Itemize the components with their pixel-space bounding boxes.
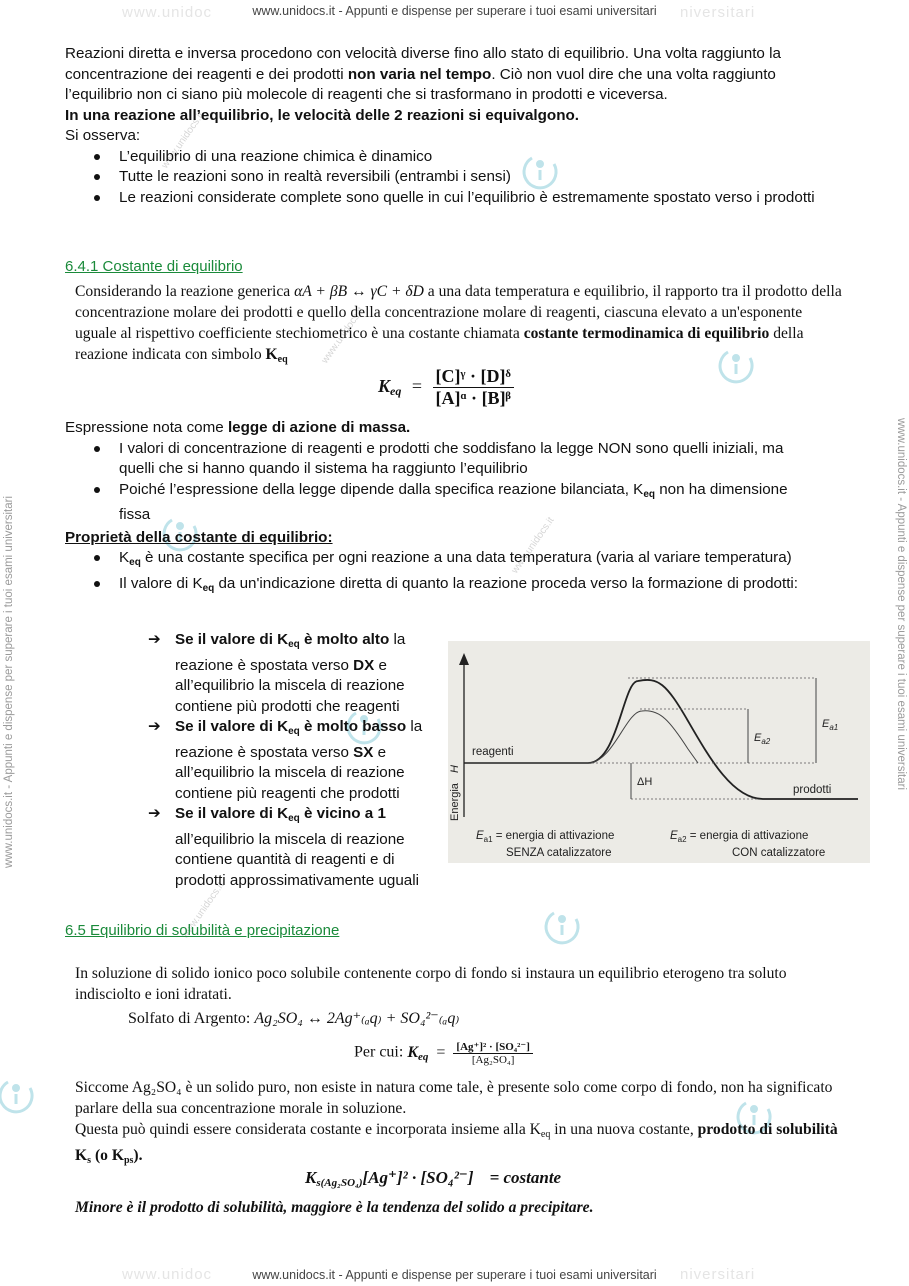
keq-definition-paragraph <box>75 281 845 370</box>
keq-fraction <box>453 1040 532 1066</box>
ea1-letter: E <box>822 718 830 730</box>
formula-denominator: [A]ᵅ · [B]ᵝ <box>433 387 514 409</box>
intro-bullet-list <box>65 147 825 209</box>
ghost-watermark-left: www.unidoc <box>122 4 213 21</box>
keq-letter: K <box>407 1043 418 1061</box>
footer-watermark[interactable]: www.unidocs.it - Appunti e dispense per superare i tuoi esami universitari <box>252 1268 657 1282</box>
bullet-text: Poiché l’espressione della legge dipende dalla specifica reazione bilanciata, K <box>119 480 644 498</box>
generic-reaction: αA + βB ↔ γC + δD <box>294 283 424 300</box>
definition-bold: costante termodinamica di equilibrio <box>523 325 770 342</box>
legend-ea2 <box>670 830 808 844</box>
formula-numerator: [C]ᵞ · [D]ᵟ <box>435 366 511 386</box>
legend-ea1 <box>476 830 614 844</box>
legend-ea2-text: = energia di attivazione <box>686 830 809 842</box>
header-watermark[interactable]: www.unidocs.it - Appunti e dispense per superare i tuoi esami universitari <box>252 4 657 18</box>
ks-text: in una nuova costante, <box>550 1121 698 1138</box>
unidocs-logo-icon <box>540 905 584 949</box>
properties-list <box>65 548 815 599</box>
ea1-sub: a1 <box>829 723 839 732</box>
law-paragraph <box>65 418 845 439</box>
prodotti-label: prodotti <box>793 784 832 796</box>
list-item: L’equilibrio di una reazione chimica è dinamico <box>65 147 825 168</box>
legend-ea2-sub: a2 <box>677 835 687 844</box>
diagonal-watermark: www.unidocs.it <box>159 110 207 171</box>
y-axis-label-h: H <box>449 765 461 773</box>
diagonal-watermark: www.unidocs.it <box>509 515 557 576</box>
legend-ea1-caption: SENZA catalizzatore <box>506 847 612 859</box>
law-bullet-list <box>65 439 820 526</box>
silver-sulfate-reaction <box>128 1008 459 1028</box>
y-axis-label: Energia <box>449 783 461 821</box>
ks-sub: eq <box>540 1129 551 1140</box>
keq-low-item <box>148 717 440 804</box>
keq-symbol: K <box>265 346 278 363</box>
item-sub: eq <box>288 639 300 650</box>
energy-diagram <box>448 641 870 863</box>
item-bold: SX <box>353 743 374 761</box>
ks-formula-body: [Ag⁺]² · [SO₄²⁻] <box>362 1168 474 1187</box>
bullet-text: K <box>119 549 130 566</box>
ks-bold: (o K <box>91 1147 124 1164</box>
ks-formula <box>305 1168 561 1189</box>
conclusion <box>75 1197 845 1218</box>
item-bold: Se il valore di K <box>175 631 289 648</box>
formula-lhs: K <box>378 375 391 396</box>
intro-text: . Ciò non vuol dire che una volta raggiunto l’equilibrio non ci siano più molecole di reagenti che si trasformano in prodotti e viceversa. <box>65 65 776 103</box>
item-text: la reazione è spostata verso <box>175 631 406 674</box>
item-text: e all’equilibrio la miscela di reazione contiene più reagenti che prodotti <box>175 743 405 802</box>
ks-text: Questa può quindi essere considerata costante e incorporata insieme alla K <box>75 1121 541 1138</box>
ks-definition <box>75 1119 845 1171</box>
explanation-paragraph: Siccome Ag₂SO₄ è un solido puro, non esiste in natura come tale, è presente solo come corpo di fondo, non ha significato parlare della sua concentrazione morale in soluzione. <box>75 1079 833 1117</box>
key-statement-text: In una reazione all’equilibrio, le velocità delle 2 reazioni si equivalgono. <box>65 106 579 124</box>
item-bold: è molto basso <box>299 718 407 735</box>
ks-bold-sub: ps <box>123 1155 134 1166</box>
ks-bold: ). <box>133 1147 143 1164</box>
solubility-paragraph: In soluzione di solido ionico poco solubile contenente corpo di fondo si instaura un equilibrio eterogeno tra soluto indisciolto e ioni idratati. <box>75 965 787 1003</box>
item-bold: è molto alto <box>299 631 390 648</box>
dh-label: ΔH <box>637 776 653 788</box>
legend-ea2-letter: E <box>670 830 678 842</box>
keq-symbol-sub: eq <box>277 354 288 365</box>
ghost-watermark-left-bottom: www.unidoc <box>122 1266 213 1283</box>
bullet-sub: eq <box>129 557 141 568</box>
legend-ea1-text: = energia di attivazione <box>492 830 615 842</box>
solubility-intro <box>75 963 845 1005</box>
arrow-icon: ➔ <box>148 805 161 822</box>
silver-sulfate-keq: Per cui: $K_{eq}$ = $\frac{\text{[Ag⁺]² · [SO₄²⁻]}}{\text{[Ag₂SO₄]}}$ <box>354 1040 533 1066</box>
side-watermark-left: www.unidocs.it - Appunti e dispense per superare i tuoi esami universitari <box>3 495 15 868</box>
item-sub: eq <box>288 726 300 737</box>
bullet-sub: eq <box>643 488 655 500</box>
properties-heading <box>65 528 845 549</box>
intro-bold: non varia nel tempo <box>347 65 492 83</box>
arrow-icon: ➔ <box>148 718 161 735</box>
intro-key-statement <box>65 106 845 127</box>
section-title-6-5[interactable]: 6.5 Equilibrio di solubilità e precipitazione <box>65 922 340 939</box>
properties-title: Proprietà della costante di equilibrio: <box>65 528 333 546</box>
ea2-sub: a2 <box>761 737 771 746</box>
keq-numerator: [Ag⁺]² · [SO₄²⁻] <box>456 1041 530 1053</box>
salt-label: Solfato di Argento: <box>128 1010 255 1027</box>
ks-bold: prodotto di solubilità K <box>75 1121 838 1164</box>
item-sub: eq <box>288 813 300 824</box>
law-bold: legge di azione di massa. <box>227 419 411 436</box>
item-bold: Se il valore di K <box>175 718 289 735</box>
reagenti-label: reagenti <box>472 746 514 758</box>
intro-observe: Si osserva: <box>65 127 141 144</box>
law-text: Espressione nota come <box>65 419 228 436</box>
item-text: la reazione è spostata verso <box>175 718 423 761</box>
definition-text: Considerando la reazione generica <box>75 283 295 300</box>
item-bold: DX <box>353 656 375 674</box>
bullet-text: è una costante specifica per ogni reazione a una data temperatura (varia al variare temperatura) <box>140 549 792 566</box>
item-bold: è vicino a 1 <box>299 805 386 822</box>
side-watermark-right: www.unidocs.it - Appunti e dispense per superare i tuoi esami universitari <box>895 418 907 791</box>
definition-text: della reazione indicata con simbolo <box>75 325 804 363</box>
intro-section <box>65 44 845 208</box>
definition-text: a una data temperatura e equilibrio, il rapporto tra il prodotto della concentrazione molare dei prodotti e quello della concentrazione molare di reagenti, ciascuna elevato a un'esponente uguale al rispettivo coefficiente stechiometrico è una costante chiamata <box>75 283 842 342</box>
legend-ea1-letter: E <box>476 830 484 842</box>
salt-reaction: Ag₂SO₄ ↔ 2Ag⁺₍ₐq₎ + SO₄²⁻₍ₐq₎ <box>254 1010 460 1027</box>
item-text: e all’equilibrio la miscela di reazione contiene più prodotti che reagenti <box>175 656 405 715</box>
diagonal-watermark: www.unidocs.it <box>319 305 367 366</box>
list-item <box>65 548 815 574</box>
keq-denominator: [Ag₂SO₄] <box>453 1053 532 1066</box>
bullet-text: da un'indicazione diretta di quanto la reazione proceda verso la formazione di prodotti: <box>214 574 799 592</box>
formula-lhs-sub: eq <box>390 383 402 398</box>
bullet-text: Il valore di K <box>119 574 203 592</box>
list-item: Le reazioni considerate complete sono quelle in cui l’equilibrio è estremamente spostato verso i prodotti <box>65 188 825 209</box>
ks-bold-sub: s <box>87 1155 92 1166</box>
conclusion-text: Minore è il prodotto di solubilità, maggiore è la tendenza del solido a precipitare. <box>75 1199 594 1216</box>
ks-formula-result: = costante <box>489 1168 562 1187</box>
item-bold: Se il valore di K <box>175 805 289 822</box>
intro-text: Reazioni diretta e inversa procedono con velocità diverse fino allo stato di equilibrio. Una volta raggiunto la concentrazione dei reagenti e dei prodotti <box>65 45 781 83</box>
ghost-watermark-right-bottom: niversitari <box>680 1266 756 1283</box>
keq-value-list <box>148 630 440 891</box>
list-item <box>65 480 820 526</box>
ks-formula-sub: s(Ag₂SO₄) <box>316 1177 363 1189</box>
ghost-watermark-right: niversitari <box>680 4 756 21</box>
mass-action-formula: $K_{eq}$ = $\frac{\text{[C]ᵞ · [D]ᵟ}}{\text{[A]ᵅ · [B]ᵝ}}$ <box>378 366 514 409</box>
formula-fraction <box>433 366 514 409</box>
keq-definition <box>75 281 845 370</box>
item-text: all’equilibrio la miscela di reazione contiene quantità di reagenti e di prodotti approssimativamente uguali <box>175 830 419 889</box>
keq-near-one-item <box>148 804 440 891</box>
mass-action-law <box>65 418 845 599</box>
arrow-icon: ➔ <box>148 631 161 648</box>
keq-sub: eq <box>418 1050 429 1063</box>
intro-paragraph <box>65 44 845 106</box>
solubility-explanation <box>75 1077 845 1171</box>
bullet-sub: eq <box>202 582 215 594</box>
keq-high-item <box>148 630 440 717</box>
percui-label: Per cui: <box>354 1043 408 1061</box>
ks-letter: K <box>305 1168 317 1187</box>
legend-ea1-sub: a1 <box>483 835 493 844</box>
section-title-6-4-1[interactable]: 6.4.1 Costante di equilibrio <box>65 258 243 275</box>
bullet-text: non ha dimensione fissa <box>119 480 788 523</box>
unidocs-logo-icon <box>0 1074 38 1118</box>
diagonal-watermark: www.unidocs.it <box>179 880 227 941</box>
ea2-letter: E <box>754 732 762 744</box>
list-item: I valori di concentrazione di reagenti e prodotti che soddisfano la legge NON sono quelli iniziali, ma quelli che si hanno quando il sistema ha raggiunto l’equilibrio <box>65 439 820 480</box>
list-item: Tutte le reazioni sono in realtà reversibili (entrambi i sensi) <box>65 167 825 188</box>
list-item <box>65 574 815 600</box>
legend-ea2-caption: CON catalizzatore <box>732 847 826 859</box>
